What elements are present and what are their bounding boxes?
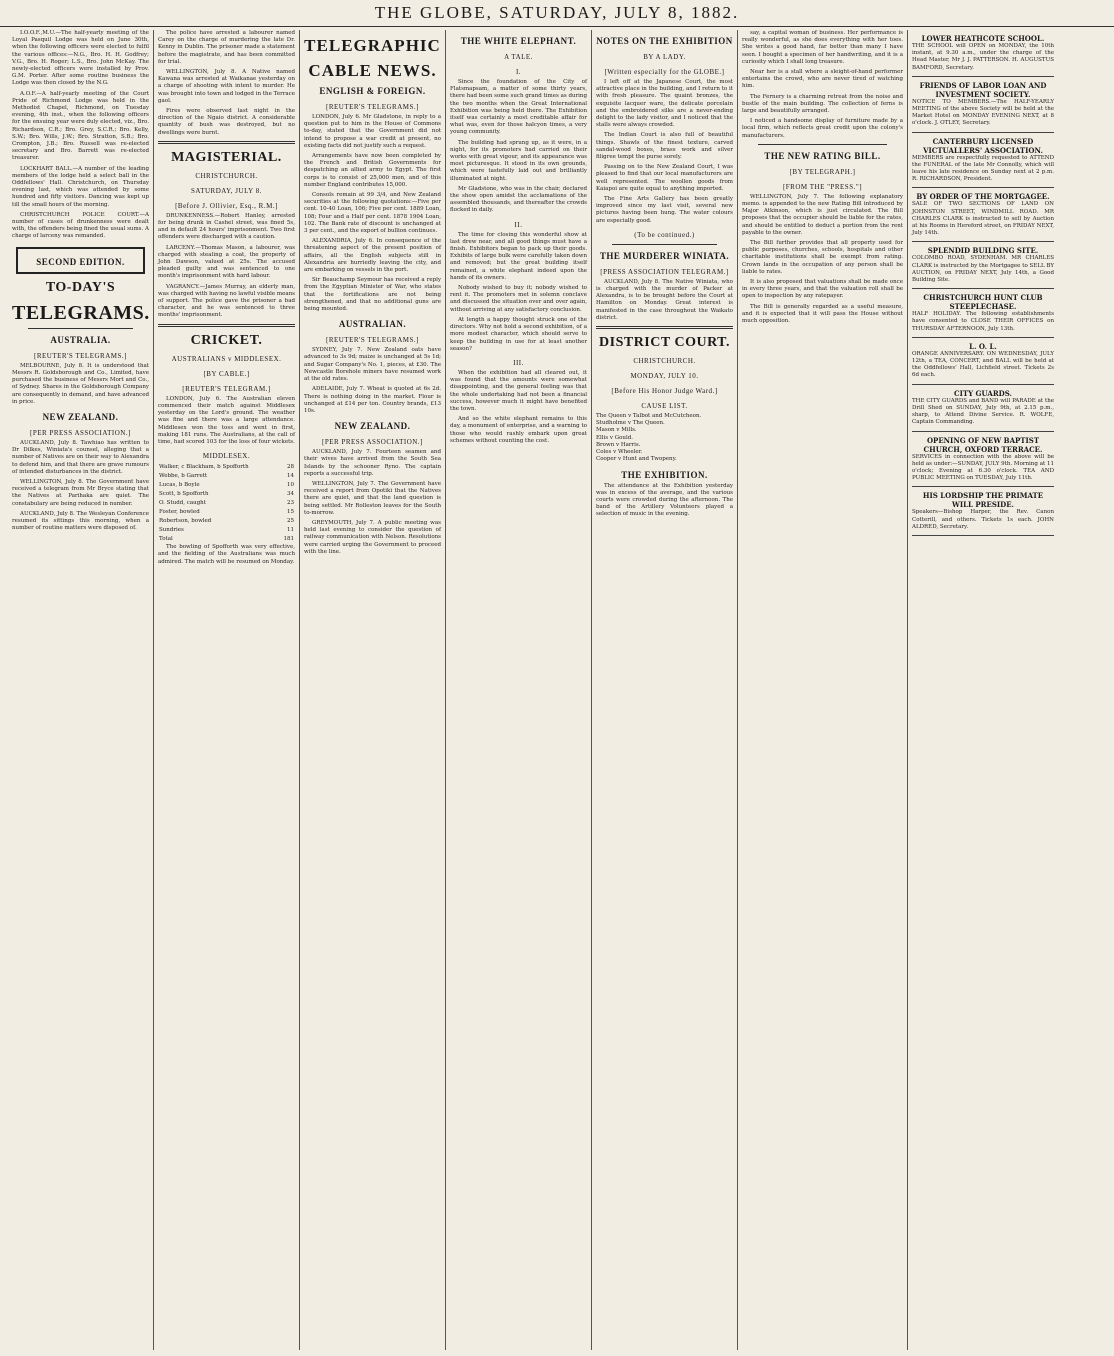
section-subheading: BY A LADY. xyxy=(643,53,686,61)
section-heading: AUSTRALIAN. xyxy=(338,319,407,330)
article-paragraph: A.O.F.—A half-yearly meeting of the Court Pride of Richmond Lodge was held in the Methodist Chapel, Richmond, on Tuesday evening, 4th inst., when the following officers for the ensuing year were duly elected, viz., Bro. Richardson, C.R.; Bro. Grey, S.C.R.; Bro. Kelly, S.W.; Bro. Wills, J.W.; Bro. Stratton, S.B.; Bro. Crompton, J.B.; Bro. Russell was re-elected secretary and Bro. Barrett was re-elected treasurer. xyxy=(12,90,149,162)
section-heading: TELEGRAMS. xyxy=(12,301,150,324)
second-edition-box xyxy=(16,247,145,274)
runs: 181 xyxy=(283,536,294,543)
article-paragraph: The Bill is generally regarded as a useful measure, and it is expected that it will pass the House without much opposition. xyxy=(742,303,903,325)
scorecard-title: MIDDLESEX. xyxy=(202,452,251,461)
scorecard-row xyxy=(158,472,295,481)
article-paragraph: The Bill further provides that all property used for public purposes, churches, schools, hospitals and other charitable institutions shall be exempt from rating. Crown lands in the occupation of any person shall be liable to rates. xyxy=(742,240,903,275)
article-paragraph: The time for closing this wonderful show at last drew near, and all good things must have a finish. Exhibitors began to pack up their goods. Exhibits of large bulk were carefully taken down and removed; but the great building itself remained, a white elephant indeed upon the hands of its owners. xyxy=(450,231,587,281)
chapter-number: II. xyxy=(514,220,523,229)
article-paragraph: Mr Gladstone, who was in the chair, declared the show open amidst the acclamations of the assembled thousands, and thereafter the crowds flocked in daily. xyxy=(450,185,587,214)
article-paragraph: LARCENY.—Thomas Mason, a labourer, was charged with stealing a coat, the property of John Dawson, valued at 25s. The accused pleaded guilty and was sentenced to one month's imprisonment with hard labour. xyxy=(158,244,295,280)
ad-title: CHRISTCHURCH HUNT CLUB STEEPLECHASE. xyxy=(923,293,1043,312)
cause-list-item: Brown v Harris. xyxy=(596,441,641,448)
section-heading: TO-DAY'S xyxy=(45,279,116,295)
batsman: Webbe, b Garrett xyxy=(159,473,208,480)
section-subheading: CAUSE LIST. xyxy=(641,402,688,411)
ad-body: Speakers—Bishop Harper, the Rev. Canon Cotterill, and others. Tickets 1s each. JOHN ALDRED, Secretary. xyxy=(912,509,1054,530)
article-paragraph: ADELAIDE, July 7. Wheat is quoted at 6s 2d. There is nothing doing in the market. Flour is unchanged at £14 per ton. Country brands, £13 10s. xyxy=(304,386,441,414)
cause-list-item: Coles v Wheeler. xyxy=(596,449,643,456)
article-paragraph: The attendance at the Exhibition yesterday was in excess of the average, and the various courts were crowded during the afternoon. The band of the Artillery Volunteers played a selection of music in the evening. xyxy=(596,482,733,518)
advertisement xyxy=(912,133,1054,189)
ad-body: NOTICE TO MEMBERS.—The HALF-YEARLY MEETING of the above Society will be held at the Market Hotel on MONDAY EVENING NEXT, at 8 o'clock. J. OTLEY, Secretary. xyxy=(912,98,1054,127)
ad-title: FRIENDS OF LABOR LOAN AND INVESTMENT SOCIETY. xyxy=(919,80,1047,99)
column-7-advertisements xyxy=(908,30,1058,1350)
ad-body: MEMBERS are respectfully requested to ATTEND the FUNERAL of the late Mr Connolly, which will leave his late residence on Sunday next at 2 p.m. R. RICHARDSON, President. xyxy=(912,154,1054,183)
section-subheading: [Before His Honor Judge Ward.] xyxy=(611,387,718,396)
column-6 xyxy=(738,30,908,1350)
article-paragraph: The Indian Court is also full of beautiful things. Shawls of the finest texture, carved sandal-wood boxes, brass work and silver filigree tempt the purse sorely. xyxy=(596,132,733,161)
article-paragraph: It is also proposed that valuations shall be made once in every three years, and that the valuation roll shall be open to inspection by any ratepayer. xyxy=(742,279,903,300)
section-heading: THE MURDERER WINIATA. xyxy=(599,250,730,261)
ad-title: L. O. L. xyxy=(969,341,997,351)
scorecard-table xyxy=(158,463,295,544)
section-heading: NEW ZEALAND. xyxy=(334,421,411,432)
section-subheading: [PRESS ASSOCIATION TELEGRAM.] xyxy=(600,267,729,276)
article-paragraph: The Fernery is a charming retreat from the noise and bustle of the main building. The collection of ferns is large and beautifully arranged. xyxy=(742,93,903,115)
ad-body: THE CITY GUARDS and BAND will PARADE at the Drill Shed on SUNDAY, July 9th, at 2.15 p.m., sharp, to Attend Divine Service. R. WOLFE, Captain Commanding. xyxy=(912,397,1054,426)
ad-title: CANTERBURY LICENSED VICTUALLERS' ASSOCIATION. xyxy=(923,136,1043,155)
ad-title: HIS LORDSHIP THE PRIMATE WILL PRESIDE. xyxy=(922,491,1044,510)
ad-title: LOWER HEATHCOTE SCHOOL. xyxy=(921,34,1045,43)
scorecard-row xyxy=(158,499,295,508)
article-paragraph: Passing on to the New Zealand Court, I was pleased to find that our local manufacturers are well represented. The woollen goods from Kaiapoi are quite equal to anything imported. xyxy=(596,164,733,192)
section-heading: NOTES ON THE EXHIBITION xyxy=(596,36,733,46)
article-paragraph: Since the foundation of the City of Flatsmapsam, a matter of some thirty years, there had been some such grand times as during the two months when the Great International Exhibition was being held there. The Exhibition itself was certainly a most creditable affair for what was, even for those halcyon times, a very young community. xyxy=(450,79,587,136)
section-subheading: [BY TELEGRAPH.] xyxy=(789,167,856,176)
article-paragraph: When the exhibition had all cleared out, it was found that the amounts were somewhat disappointing, and the general feeling was that the whole undertaking had not been a financial success, however much it might have benefited the town. xyxy=(450,369,587,412)
article-paragraph: Nobody wished to buy it; nobody wished to rent it. The promoters met in solemn conclave and discussed the situation over and over again, without arriving at any satisfactory conclusion. xyxy=(450,285,587,313)
article-paragraph: AUCKLAND, July 8. The Native Winiata, who is charged with the murder of Packer at Alexandra, is to be brought before the Court at Hamilton on Monday. Great interest is manifested in the case throughout the Waikato district. xyxy=(596,278,733,321)
advertisement xyxy=(912,432,1054,488)
scorecard-row xyxy=(158,490,295,499)
runs: 25 xyxy=(287,518,294,525)
article-paragraph: And so the white elephant remains to this day, a monument of enterprise, and a warning to those who would rashly embark upon great schemes without counting the cost. xyxy=(450,416,587,444)
batsman: Robertson, bowled xyxy=(159,518,212,525)
batsman: Sundries xyxy=(159,527,184,534)
article-paragraph: MELBOURNE, July 8. It is understood that Messrs R. Goldsborough and Co., Limited, have purchased the business of Messrs Mort and Co., of Sydney. Shares in the Goldsborough Company are consequently in demand, and have advanced in price. xyxy=(12,362,149,405)
article-paragraph: WELLINGTON, July 7. The Government have received a report from Opotiki that the Natives there are quiet, and that the land question is being settled. Mr Rolleston leaves for the South to-morrow. xyxy=(304,480,441,516)
article-paragraph: WELLINGTON, July 8. The Government have received a telegram from Mr Bryce stating that the Natives at Parihaka are quiet. The constabulary are being reduced in number. xyxy=(12,478,149,507)
cause-list-item: The Queen v Talbot and McCutcheon. xyxy=(596,413,702,420)
article-paragraph: WELLINGTON, July 7. The following explanatory memo. is appended to the new Rating Bill introduced by Major Atkinson, which is just circulated. The Bill proposes that the occupier should be liable for the rates, and should be entitled to deduct a portion from the rent payable to the owner. xyxy=(742,193,903,236)
runs: 14 xyxy=(287,473,294,480)
column-5 xyxy=(592,30,738,1350)
masthead xyxy=(0,0,1114,27)
advertisement xyxy=(912,188,1054,242)
section-heading: CABLE NEWS. xyxy=(308,61,437,80)
article-paragraph: ALEXANDRIA, July 6. In consequence of the threatening aspect of the present position of affairs, all the English subjects still in Alexandria are hurriedly leaving the city, and are embarking on vessels in the port. xyxy=(304,238,441,274)
article-paragraph: VAGRANCY.—James Murray, an elderly man, was charged with having no lawful visible means of support. The police gave the prisoner a bad character, and he was sentenced to three months' imprisonment. xyxy=(158,283,295,319)
ad-title: CITY GUARDS. xyxy=(954,388,1012,398)
divider xyxy=(158,324,295,327)
section-heading: MAGISTERIAL. xyxy=(171,149,282,165)
article-paragraph: Fires were observed last night in the direction of the Ngaio district. A considerable quantity of bush was destroyed, but no dwellings were burnt. xyxy=(158,108,295,136)
ad-body: COLOMBO ROAD, SYDENHAM. MR CHARLES CLARK is instructed by the Mortgagee to SELL BY AUCTION, on FRIDAY NEXT, July 14th, a Good Building Site. xyxy=(912,255,1054,284)
continued-note: (To be continued.) xyxy=(634,230,695,239)
batsman: Scott, b Spofforth xyxy=(159,491,209,498)
article-paragraph: LONDON, July 6. Mr Gladstone, in reply to a question put to him in the House of Commons to-day, stated that the Government did not intend to propose a war credit at present, no existing facts did not justify such a request. xyxy=(304,114,441,149)
cause-list-item: Mason v Mills. xyxy=(596,427,637,434)
section-subheading: SATURDAY, JULY 8. xyxy=(191,186,262,195)
scorecard-row xyxy=(158,526,295,535)
section-subheading: AUSTRALIANS v MIDDLESEX. xyxy=(171,354,282,363)
section-heading: AUSTRALIA. xyxy=(50,334,111,345)
chapter-number: III. xyxy=(513,358,524,367)
article-paragraph: Consols remain at 99 3/4, and New Zealand securities at the following quotations:—Five per cent. 10-40 Loan, 106; Five per cent. 1889 Loan, 108; Four and a Half per cent. 1878 1904 Loan, 102. The Bank rate of discount is unchanged at 3 per cent., and the export of bullion continues. xyxy=(304,192,441,235)
ad-title: SPLENDID BUILDING SITE. xyxy=(927,246,1039,256)
divider xyxy=(758,144,887,145)
article-paragraph: I.O.O.F.,M.U.—The half-yearly meeting of the Loyal Pasquil Lodge was held on June 30th, when the following officers were elected to fulfil the various offices:—N.G., Bro. H. H. Godfrey; V.G., Bro. H. Roger; L.S., Bro. John McKay. The newly-elected officers were installed by Prov. G.M. Porter. After some routine business the Lodge was then closed by the N.G. xyxy=(12,30,149,87)
article-paragraph: AUCKLAND, July 8. Tawhiao has written to Dr Dilkes, Winiata's counsel, alleging that a number of Natives are on their way to Alexandra to defend him, and that there are grave rumours of intended disturbances in the district. xyxy=(12,439,149,475)
runs: 34 xyxy=(287,491,294,498)
section-subheading: A TALE. xyxy=(504,53,533,61)
column-4 xyxy=(446,30,592,1350)
section-heading: CRICKET. xyxy=(190,332,263,348)
section-subheading: [Written especially for the GLOBE.] xyxy=(604,68,725,76)
section-subheading: [REUTER'S TELEGRAMS.] xyxy=(326,103,419,111)
advertisement xyxy=(912,242,1054,289)
article-paragraph: I noticed a handsome display of furniture made by a local firm, which reflects great credit upon the colony's manufacturers. xyxy=(742,118,903,139)
article-paragraph: Arrangements have now been completed by the French and British Governments for despatching an allied army to Egypt. The first corps is to consist of 25,000 men, and of this number England contributes 15,000. xyxy=(304,153,441,188)
article-paragraph: LOCKHART BALL.—A number of the leading members of the lodge held a select ball in the Oddfellows' Hall. Christchurch, on Thursday evening last, which was attended by some hundred and fifty visitors. Dancing was kept up till the small hours of the morning. xyxy=(12,165,149,208)
scorecard-row xyxy=(158,463,295,472)
cause-list-item: Cooper v Hunt and Twopeny. xyxy=(596,456,677,463)
divider xyxy=(158,141,295,144)
section-heading: NEW ZEALAND. xyxy=(42,411,119,422)
section-subheading: [PER PRESS ASSOCIATION.] xyxy=(30,428,131,437)
section-subheading: [REUTER'S TELEGRAMS.] xyxy=(326,336,419,345)
article-paragraph: I left off at the Japanese Court, the most attractive place in the building, and I return to it with fresh pleasure. The quaint bronzes, the exquisite lacquer ware, the delicate porcelain and the embroidered silks are a never-ending delight to the lady visitor, and I noticed that the stalls were always crowded. xyxy=(596,79,733,129)
article-paragraph: Sir Beauchamp Seymour has received a reply from the Egyptian Minister of War, who states that the fortifications are not being strengthened, and that no additional guns are being mounted. xyxy=(304,277,441,313)
batsman: Walker, c Blackham, b Spofforth xyxy=(159,464,249,471)
article-paragraph: AUCKLAND, July 7. Fourteen seamen and their wives have arrived from the South Sea Islands by the schooner Ryno. The captain reports a successful trip. xyxy=(304,449,441,477)
runs: 15 xyxy=(287,509,294,516)
runs: 10 xyxy=(287,482,294,489)
scorecard-row xyxy=(158,535,295,544)
batsman: Lucas, b Boyle xyxy=(159,482,200,489)
ad-body: THE SCHOOL will OPEN on MONDAY, the 10th instant, at 9.30 a.m., under the charge of the Head Master, Mr J. J. PATTERSON. H. AUGUSTUS BAMFORD, Secretary. xyxy=(912,43,1054,71)
section-subheading: MONDAY, JULY 10. xyxy=(630,372,699,381)
article-paragraph: The bowling of Spofforth was very effective, and the fielding of the Australians was much admired. The match will be resumed on Monday. xyxy=(158,544,295,565)
article-paragraph: The Fine Arts Gallery has been greatly improved since my last visit, several new pictures having been hung. The water colours are especially good. xyxy=(596,196,733,224)
article-paragraph: The police have arrested a labourer named Carey on the charge of murdering the late Dr. Kenny in Dublin. The prisoner made a statement before the magistrate, and has been committed for trial. xyxy=(158,30,295,65)
section-heading: ENGLISH & FOREIGN. xyxy=(319,86,426,96)
section-heading: THE NEW RATING BILL. xyxy=(764,150,881,161)
section-subheading: [FROM THE "PRESS."] xyxy=(782,182,863,191)
article-paragraph: The building had sprung up, as it were, in a night, for its promoters had carried on their works with great vigour, and its appearance was most picturesque. It stood in its own grounds, which were tastefully laid out and brilliantly illuminated at night. xyxy=(450,139,587,182)
runs: 28 xyxy=(287,464,294,471)
section-subheading: [Before J. Ollivier, Esq., R.M.] xyxy=(175,201,278,210)
batsman: Total xyxy=(159,536,173,543)
runs: 11 xyxy=(287,527,294,534)
batsman: Foster, bowled xyxy=(159,509,200,516)
column-3 xyxy=(300,30,446,1350)
advertisement xyxy=(912,289,1054,338)
ad-body: SALE OF TWO SECTIONS OF LAND ON JOHNSTON STREET, WINDMILL ROAD. MR CHARLES CLARK is instructed to sell by Auction at his Rooms in Hereford street, on FRIDAY NEXT, July 14th. xyxy=(912,201,1054,237)
section-subheading: [REUTER'S TELEGRAMS.] xyxy=(34,351,127,360)
section-heading: THE WHITE ELEPHANT. xyxy=(460,36,577,46)
column-1 xyxy=(8,30,154,1350)
scorecard-row xyxy=(158,517,295,526)
ad-title: BY ORDER OF THE MORTGAGEE. xyxy=(916,192,1050,202)
column-2 xyxy=(154,30,300,1350)
section-subheading: [PER PRESS ASSOCIATION.] xyxy=(322,438,423,447)
cause-list-item: Ellis v Gould. xyxy=(596,434,633,441)
section-subheading: [BY CABLE.] xyxy=(203,369,250,378)
chapter-number: I. xyxy=(515,68,522,76)
divider xyxy=(596,326,733,329)
section-subheading: CHRISTCHURCH. xyxy=(195,171,258,180)
article-paragraph: LONDON, July 6. The Australian eleven commenced their match against Middlesex yesterday on the Lord's ground. The weather was fine and there was a large attendance. Middlesex won the toss and went in first, making 181 runs. The Australians, at the call of time, had scored 103 for the loss of four wickets. xyxy=(158,395,295,445)
advertisement xyxy=(912,30,1054,77)
newspaper-page xyxy=(8,30,1106,1350)
runs: 23 xyxy=(287,500,294,507)
section-heading: DISTRICT COURT. xyxy=(599,335,730,351)
section-heading: THE EXHIBITION. xyxy=(621,469,708,480)
article-paragraph: SYDNEY, July 7. New Zealand oats have advanced to 3s 9d; maize is unchanged at 5s 1d; and Sugar Company's No. 1, pieces, at £30. The Newcastle Borehole miners have resumed work at the old rates. xyxy=(304,347,441,383)
advertisement xyxy=(912,487,1054,536)
article-paragraph: say, a capital woman of business. Her performance is really wonderful, as she does everything with her toes. She writes a good hand, far better than many I have seen. I bought a specimen of her handwriting, and it is a curiosity which I shall long treasure. xyxy=(742,30,903,65)
section-heading: TELEGRAPHIC xyxy=(304,36,441,55)
advertisement xyxy=(912,385,1054,432)
article-paragraph: Near her is a stall where a sleight-of-hand performer entertains the crowd, who are never tired of watching him. xyxy=(742,69,903,90)
cause-list-item: Studholme v The Queen. xyxy=(596,420,665,427)
advertisement xyxy=(912,338,1054,385)
newspaper-title: THE GLOBE, SATURDAY, JULY 8, 1882. xyxy=(374,3,740,22)
article-paragraph: CHRISTCHURCH POLICE COURT.—A number of cases of drunkenness were dealt with, the offenders being fined the usual sums. A charge of larceny was remanded. xyxy=(12,211,149,240)
ad-body: HALF HOLIDAY. The following establishments have consented to CLOSE THEIR OFFICES on THURSDAY AFTERNOON, July 13th. xyxy=(912,311,1054,332)
ad-body: SERVICES in connection with the above will be held as under:—SUNDAY, JULY 9th. Morning at 11 o'clock; Evening at 6.30 o'clock. TEA AND PUBLIC MEETING on TUESDAY, July 11th. xyxy=(912,453,1054,482)
section-subheading: CHRISTCHURCH. xyxy=(633,357,696,366)
article-paragraph: At length a happy thought struck one of the directors. Why not hold a second exhibition, of a more modest character, which should serve to keep the building in use for at least another season? xyxy=(450,316,587,352)
advertisement xyxy=(912,77,1054,133)
scorecard-row xyxy=(158,508,295,517)
ad-title: OPENING OF NEW BAPTIST CHURCH, OXFORD TERRACE. xyxy=(923,435,1043,454)
cause-list xyxy=(596,413,733,463)
article-paragraph: DRUNKENNESS.—Robert Hanley, arrested for being drunk in Cashel street, was fined 5s, and in default 24 hours' imprisonment. Two first offenders were discharged with a caution. xyxy=(158,212,295,241)
batsman: O. Studd, caught xyxy=(159,500,206,507)
article-paragraph: AUCKLAND, July 8. The Wesleyan Conference resumed its sittings this morning, when a number of routine matters were disposed of. xyxy=(12,510,149,532)
section-heading: SECOND EDITION. xyxy=(36,256,125,267)
section-subheading: [REUTER'S TELEGRAM.] xyxy=(182,384,271,393)
ad-body: ORANGE ANNIVERSARY. ON WEDNESDAY, JULY 12th, a TEA, CONCERT, and BALL will be held at the Oddfellows' Hall, Lichfield street. Tickets 2s 6d each. xyxy=(912,350,1054,379)
scorecard-row xyxy=(158,481,295,490)
divider xyxy=(612,244,717,245)
article-paragraph: WELLINGTON, July 8. A Native named Kawana was arrested at Waikanae yesterday on a charge of shooting with intent to murder. He was brought into town and lodged in the Terrace gaol. xyxy=(158,69,295,104)
divider xyxy=(28,328,133,329)
article-paragraph: GREYMOUTH, July 7. A public meeting was held last evening to consider the question of railway communication with Nelson. Resolutions were carried urging the Government to proceed with the line. xyxy=(304,519,441,555)
